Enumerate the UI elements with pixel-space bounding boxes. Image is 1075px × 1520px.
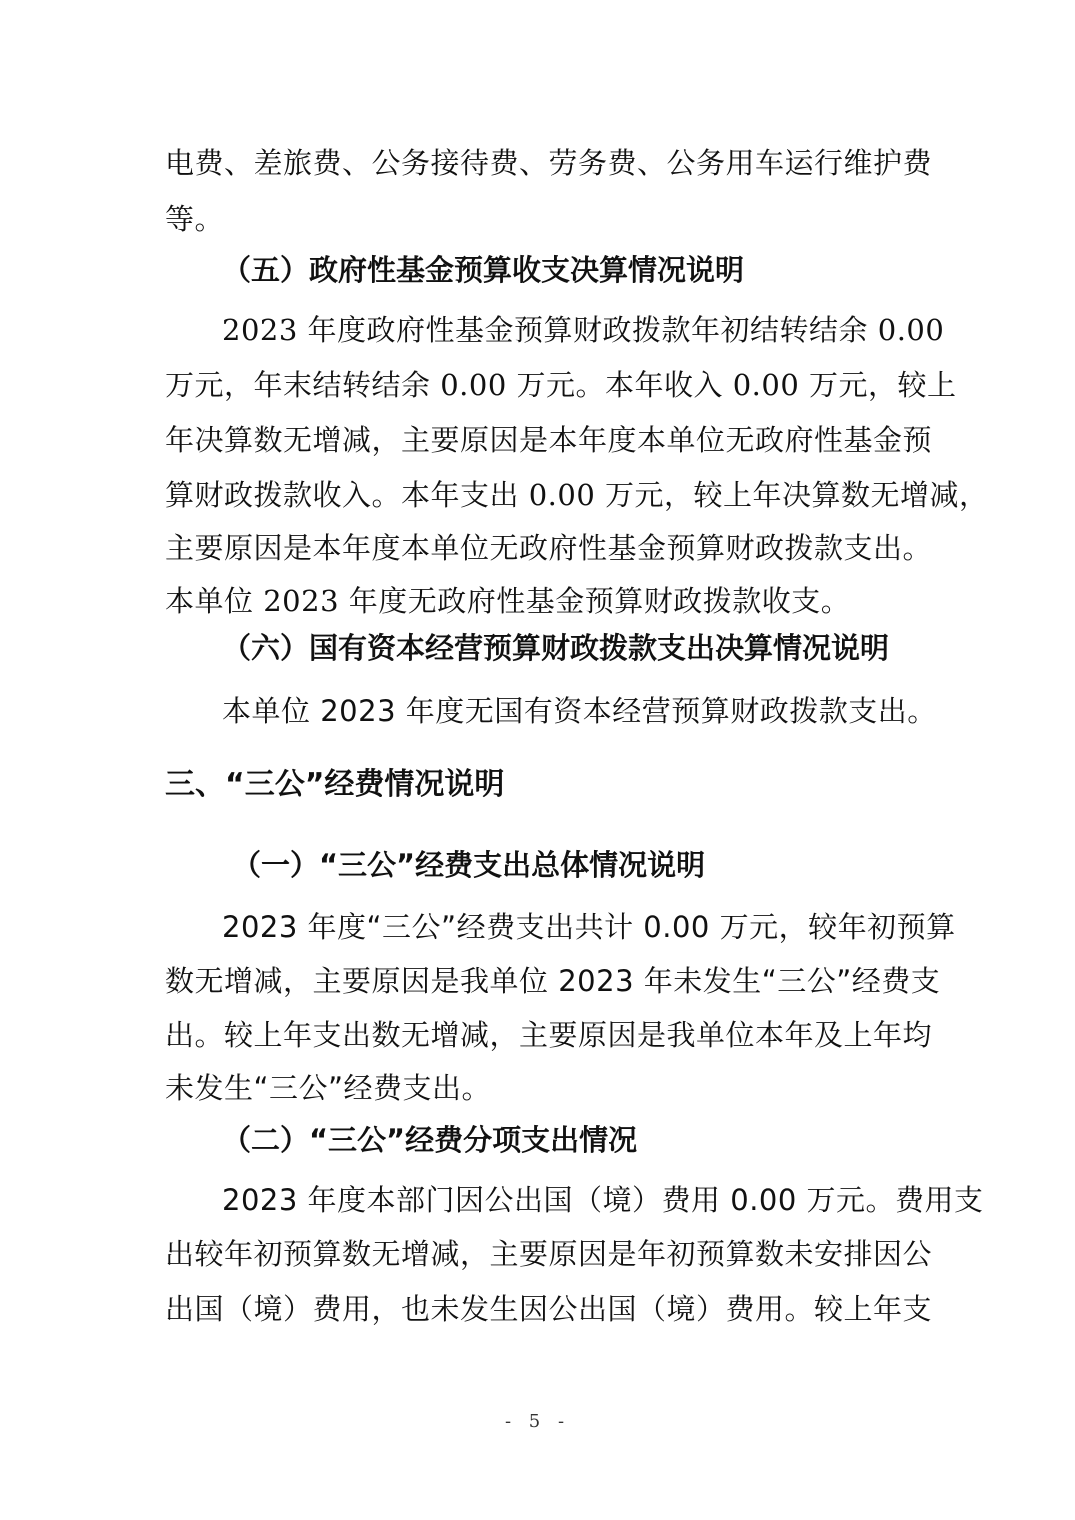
paragraph-line: 万元，年末结转结余 0.00 万元。本年收入 0.00 万元，较上 [165, 368, 957, 402]
subsection-2-heading: （二）“三公”经费分项支出情况 [222, 1123, 638, 1157]
paragraph-line: 年决算数无增减，主要原因是本年度本单位无政府性基金预 [165, 423, 933, 457]
paragraph-line: 等。 [165, 202, 225, 236]
page-number: - 5 - [504, 1411, 571, 1432]
paragraph-line: 2023 年度本部门因公出国（境）费用 0.00 万元。费用支 [222, 1183, 984, 1217]
paragraph-line: 数无增减，主要原因是我单位 2023 年未发生“三公”经费支 [165, 964, 941, 998]
subsection-1-heading: （一）“三公”经费支出总体情况说明 [232, 848, 706, 882]
section-5-heading: （五）政府性基金预算收支决算情况说明 [222, 253, 745, 287]
paragraph-line: 未发生“三公”经费支出。 [165, 1071, 492, 1105]
paragraph-line: 2023 年度“三公”经费支出共计 0.00 万元，较年初预算 [222, 910, 956, 944]
paragraph-line: 出国（境）费用，也未发生因公出国（境）费用。较上年支 [165, 1292, 933, 1326]
paragraph-line: 出较年初预算数无增减，主要原因是年初预算数未安排因公 [165, 1237, 933, 1271]
paragraph-line: 本单位 2023 年度无政府性基金预算财政拨款收支。 [165, 584, 851, 618]
paragraph-line: 本单位 2023 年度无国有资本经营预算财政拨款支出。 [222, 694, 937, 728]
paragraph-line: 出。较上年支出数无增减，主要原因是我单位本年及上年均 [165, 1018, 933, 1052]
paragraph-line: 主要原因是本年度本单位无政府性基金预算财政拨款支出。 [165, 531, 933, 565]
part-3-heading: 三、“三公”经费情况说明 [165, 767, 505, 802]
section-6-heading: （六）国有资本经营预算财政拨款支出决算情况说明 [222, 631, 890, 665]
paragraph-line: 电费、差旅费、公务接待费、劳务费、公务用车运行维护费 [165, 146, 933, 180]
paragraph-line: 算财政拨款收入。本年支出 0.00 万元，较上年决算数无增减， [165, 478, 989, 512]
paragraph-line: 2023 年度政府性基金预算财政拨款年初结转结余 0.00 [222, 313, 945, 347]
